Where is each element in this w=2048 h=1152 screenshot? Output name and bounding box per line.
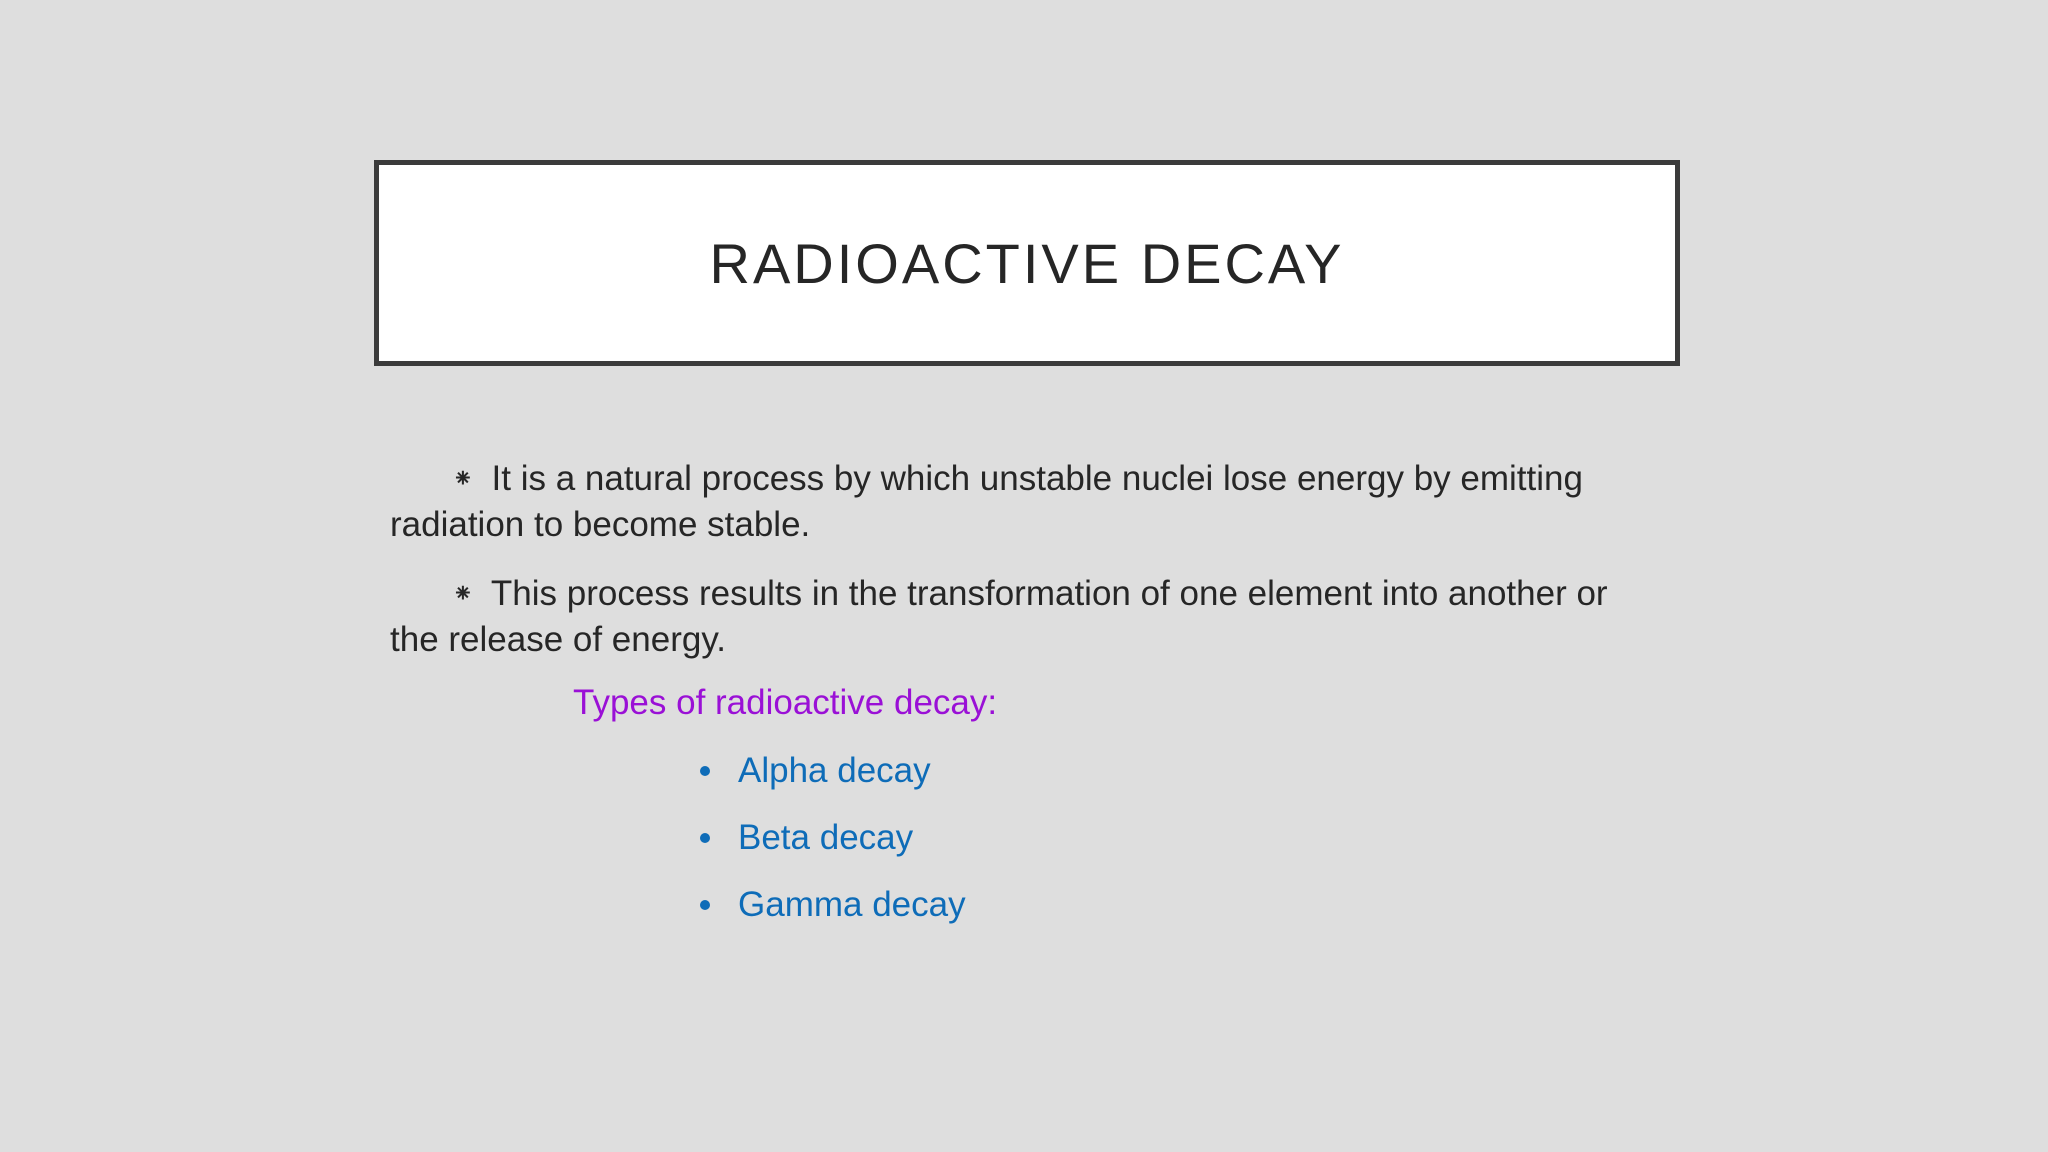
list-item-label: Alpha decay bbox=[738, 751, 931, 790]
title-box bbox=[374, 160, 1680, 366]
asterisk-bullet-icon: ⁕ bbox=[452, 463, 474, 493]
bullet-dot-icon bbox=[700, 833, 710, 843]
bullet-dot-icon bbox=[700, 900, 710, 910]
bullet-dot-icon bbox=[700, 766, 710, 776]
paragraph-transformation bbox=[390, 570, 1660, 663]
slide-title: RADIOACTIVE DECAY bbox=[709, 231, 1345, 295]
body-content bbox=[390, 455, 1660, 685]
paragraph-text: It is a natural process by which unstable nuclei lose energy by emitting radiation to become stable. bbox=[390, 459, 1583, 544]
list-item-alpha-decay bbox=[700, 748, 966, 794]
paragraph-natural-process bbox=[390, 455, 1660, 548]
list-item-label: Beta decay bbox=[738, 818, 914, 857]
paragraph-text: This process results in the transformation of one element into another or the release of energy. bbox=[390, 574, 1608, 659]
list-item-label: Gamma decay bbox=[738, 885, 966, 924]
asterisk-bullet-icon: ⁕ bbox=[452, 578, 474, 608]
decay-types-list bbox=[700, 748, 966, 949]
types-heading: Types of radioactive decay: bbox=[573, 683, 998, 722]
list-item-gamma-decay bbox=[700, 882, 966, 928]
list-item-beta-decay bbox=[700, 815, 966, 861]
